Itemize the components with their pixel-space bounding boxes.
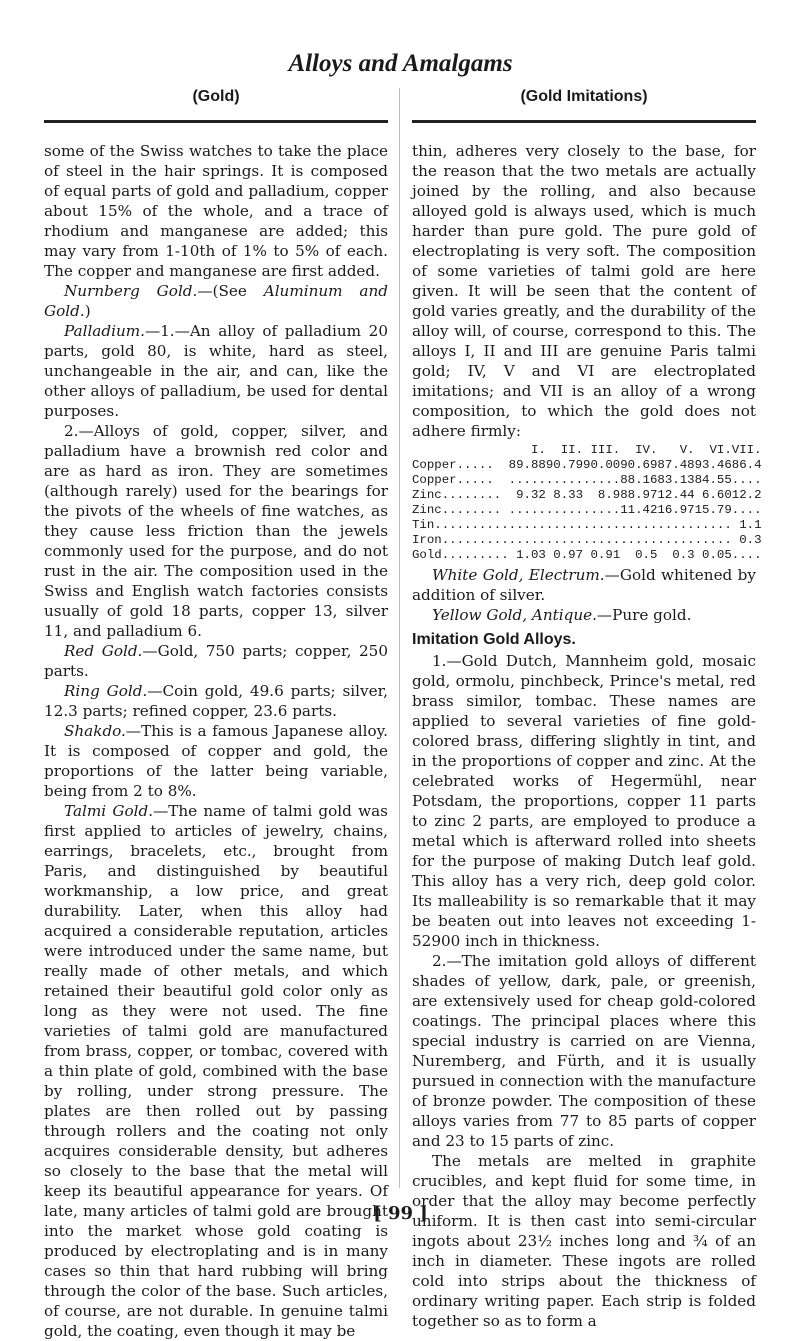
table-row [412, 533, 762, 548]
table-header-cell: V. [679, 443, 695, 457]
table-cell: ..... [545, 473, 584, 487]
table-cell: ..... [583, 518, 621, 532]
paragraph-palladium-2: 2.—Alloys of gold, copper, silver, and palladium have a brownish red color and are as hard as iron. They are sometimes (although rarely) used for the bearings for the pivots of the wheels of fine watches, as they cause less friction than the jewels commonly used for the purpose, and do not rust in the air. The composition used in the Swiss and English watch factories consists usually of gold 18 parts, copper 13, silver 11, and palladium 6. [44, 422, 388, 640]
table-cell: 88.16 [620, 473, 658, 487]
table-cell: ..... [694, 533, 732, 547]
entry-shakdo: Shakdo.—This is a famous Japanese alloy. It is composed of copper and gold, the proportions of the latter being variable, being from 2 to 8%. [44, 722, 388, 800]
table-cell: 11.42 [620, 503, 658, 517]
table-cell: ..... [583, 503, 621, 517]
table-cell: 0.5 [635, 548, 658, 562]
table-row-label: Copper..... [412, 458, 494, 472]
table-header-blank [412, 443, 509, 458]
table-cell: 0.3 [672, 548, 695, 562]
column-divider [399, 88, 400, 1188]
table-cell: 89.88 [508, 458, 546, 472]
paragraph-melting: The metals are melted in graphite crucibles, and kept fluid for some time, in order that the alloy may become perfectly uniform. It is then cast into semi-circular ingots about 23½ inches long and ¾ of an inch in diameter. These ingots are rolled cold into strips about the thickness of ordinary writing paper. Each strip is folded together so as to form a [412, 1152, 756, 1330]
table-header-cell: II. [560, 443, 584, 457]
table-row [412, 548, 762, 563]
entry-white-gold: White Gold, Electrum.—Gold whitened by addition of silver. [412, 566, 756, 604]
table-cell: .... [731, 548, 762, 562]
paragraph-swiss-watches: some of the Swiss watches to take the place of steel in the hair springs. It is composed of equal parts of gold and palladium, copper about 15% of the whole, and a trace of rhodium and manganese are added; this may vary from 1-10th of 1% to 5% of each. The copper and manganese are first added. [44, 142, 388, 280]
table-cell: 0.97 [553, 548, 584, 562]
table-row [412, 458, 762, 473]
table-cell: ..... [508, 518, 546, 532]
table-row-label: Gold......... [412, 548, 509, 562]
table-cell: ..... [508, 533, 546, 547]
table-cell: 0.05 [702, 548, 732, 562]
table-cell: 8.9 [597, 488, 621, 502]
table-cell: 83.13 [657, 473, 695, 487]
table-row [412, 488, 762, 503]
right-column-heading: (Gold Imitations) [520, 88, 648, 105]
right-heading-rule [412, 120, 756, 123]
table-cell: 84.55 [694, 473, 732, 487]
table-cell: 1.1 [739, 518, 762, 532]
table-cell: 15.79 [694, 503, 732, 517]
left-column [44, 88, 388, 1341]
table-cell: 1.03 [516, 548, 546, 562]
table-cell: ..... [545, 533, 584, 547]
table-cell: ..... [545, 518, 584, 532]
paragraph-imitation-1: 1.—Gold Dutch, Mannheim gold, mosaic gold, ormolu, pinchbeck, Prince's metal, red brass similor, tombac. These names are applied to several varieties of fine gold-colored brass, differing slightly in tint, and in the proportions of copper and zinc. At the celebrated works of Hegermühl, near Potsdam, the proportions, copper 11 parts to zinc 2 parts, are employed to produce a metal which is afterward rolled into sheets for the purpose of making Dutch leaf gold. This alloy has a very rich, deep gold color. Its malleability is so remarkable that it may be beaten out into leaves not exceeding 1-52900 inch in thickness. [412, 652, 756, 950]
table-cell: ..... [508, 503, 546, 517]
table-cell: 9.32 [516, 488, 546, 502]
table-cell: 0.3 [739, 533, 762, 547]
table-header-cell: VI. [709, 443, 732, 457]
table-cell: ..... [657, 533, 695, 547]
table-cell: 93.46 [694, 458, 732, 472]
right-column [412, 88, 762, 1331]
table-cell: 12.2 [731, 488, 762, 502]
entry-nurnberg-gold: Nurnberg Gold.—(See Aluminum and Gold.) [44, 282, 388, 320]
table-row-label: Iron......... [412, 533, 509, 547]
table-cell: 88.97 [620, 488, 658, 502]
paragraph-imitation-2: 2.—The imitation gold alloys of different shades of yellow, dark, pale, or greenish, are extensively used for cheap gold-colored coatings. The principal places where this special industry is carried on are Vienna, Nuremberg, and Fürth, and it is usually pursued in connection with the manufacture of bronze powder. The composition of these alloys varies from 77 to 85 parts of copper and 23 to 15 parts of zinc. [412, 952, 756, 1150]
talmi-composition-table [412, 443, 762, 563]
table-cell: 87.48 [657, 458, 695, 472]
table-cell: 90.00 [583, 458, 621, 472]
entry-yellow-gold: Yellow Gold, Antique.—Pure gold. [432, 606, 692, 624]
table-header-row [412, 443, 762, 458]
table-row-label: Zinc........ [412, 488, 502, 502]
table-row-label: Tin.......... [412, 518, 509, 532]
table-row [412, 518, 762, 533]
table-header-cell: VII. [731, 443, 762, 457]
left-heading-rule [44, 120, 388, 123]
table-cell: 12.44 [657, 488, 695, 502]
table-cell: ..... [508, 473, 546, 487]
entry-red-gold: Red Gold.—Gold, 750 parts; copper, 250 parts. [44, 642, 388, 680]
table-header-cell: IV. [635, 443, 658, 457]
table-cell: 6.60 [702, 488, 732, 502]
table-cell: 16.97 [657, 503, 695, 517]
table-header-cell: I. [530, 443, 546, 457]
page-number: [ 99 ] [373, 1203, 428, 1224]
table-row-label: Copper..... [412, 473, 494, 487]
entry-palladium: Palladium.—1.—An alloy of palladium 20 parts, gold 80, is white, hard as steel, unchangeable in the air, and can, like the other alloys of palladium, be used for dental purposes. [44, 322, 388, 420]
paragraph-talmi-continued: thin, adheres very closely to the base, for the reason that the two metals are actually joined by the rolling, and also because alloyed gold is always used, which is much harder than pure gold. The pure gold of electroplating is very soft. The composition of some varieties of talmi gold are here given. It will be seen that the content of gold varies greatly, and the durability of the alloy will, of course, correspond to this. The alloys I, II and III are genuine Paris talmi gold; IV, V and VI are electroplated imitations; and VII is an alloy of a wrong composition, to which the gold does not adhere firmly: [412, 142, 756, 440]
table-cell: ..... [694, 518, 732, 532]
table-cell: .... [731, 473, 762, 487]
table-body [412, 458, 762, 563]
table-row [412, 473, 762, 488]
table-row-label: Zinc........ [412, 503, 502, 517]
table-row [412, 503, 762, 518]
entry-talmi-gold: Talmi Gold.—The name of talmi gold was first applied to articles of jewelry, chains, earrings, bracelets, etc., brought from Paris, and distinguished by beautiful workmanship, a low price, and great durability. Later, when this alloy had acquired a considerable reputation, articles were introduced under the same name, but really made of other metals, and which retained their beautiful gold color only as long as they were not used. The fine varieties of talmi gold are manufactured from brass, copper, or tombac, covered with a thin plate of gold, combined with the base by rolling, under strong pressure. The plates are then rolled out by passing through rollers and the coating not only acquires considerable density, but adheres so closely to the base that the metal will keep its beautiful appearance for years. Of late, many articles of talmi gold are brought into the market whose gold coating is produced by electroplating and is in many cases so thin that hard rubbing will bring through the color of the base. Such articles, of course, are not durable. In genuine talmi gold, the coating, even though it may be [44, 802, 388, 1340]
section-heading-imitation-gold: Imitation Gold Alloys. [412, 631, 576, 648]
table-cell: ..... [583, 473, 621, 487]
table-cell: 86.4 [731, 458, 762, 472]
table-cell: ..... [657, 518, 695, 532]
table-cell: ..... [545, 503, 584, 517]
table-cell: 0.91 [590, 548, 621, 562]
table-cell: ..... [583, 533, 621, 547]
left-column-heading: (Gold) [192, 88, 240, 105]
entry-ring-gold: Ring Gold.—Coin gold, 49.6 parts; silver, 12.3 parts; refined copper, 23.6 parts. [44, 682, 388, 720]
table-cell: 8.33 [553, 488, 584, 502]
table-cell: 90.69 [620, 458, 658, 472]
table-header-cell: III. [590, 443, 621, 457]
running-title: Alloys and Amalgams [288, 50, 513, 77]
table-cell: 90.79 [545, 458, 584, 472]
table-cell: ..... [620, 518, 658, 532]
table-cell: ..... [620, 533, 658, 547]
table-cell: .... [731, 503, 762, 517]
